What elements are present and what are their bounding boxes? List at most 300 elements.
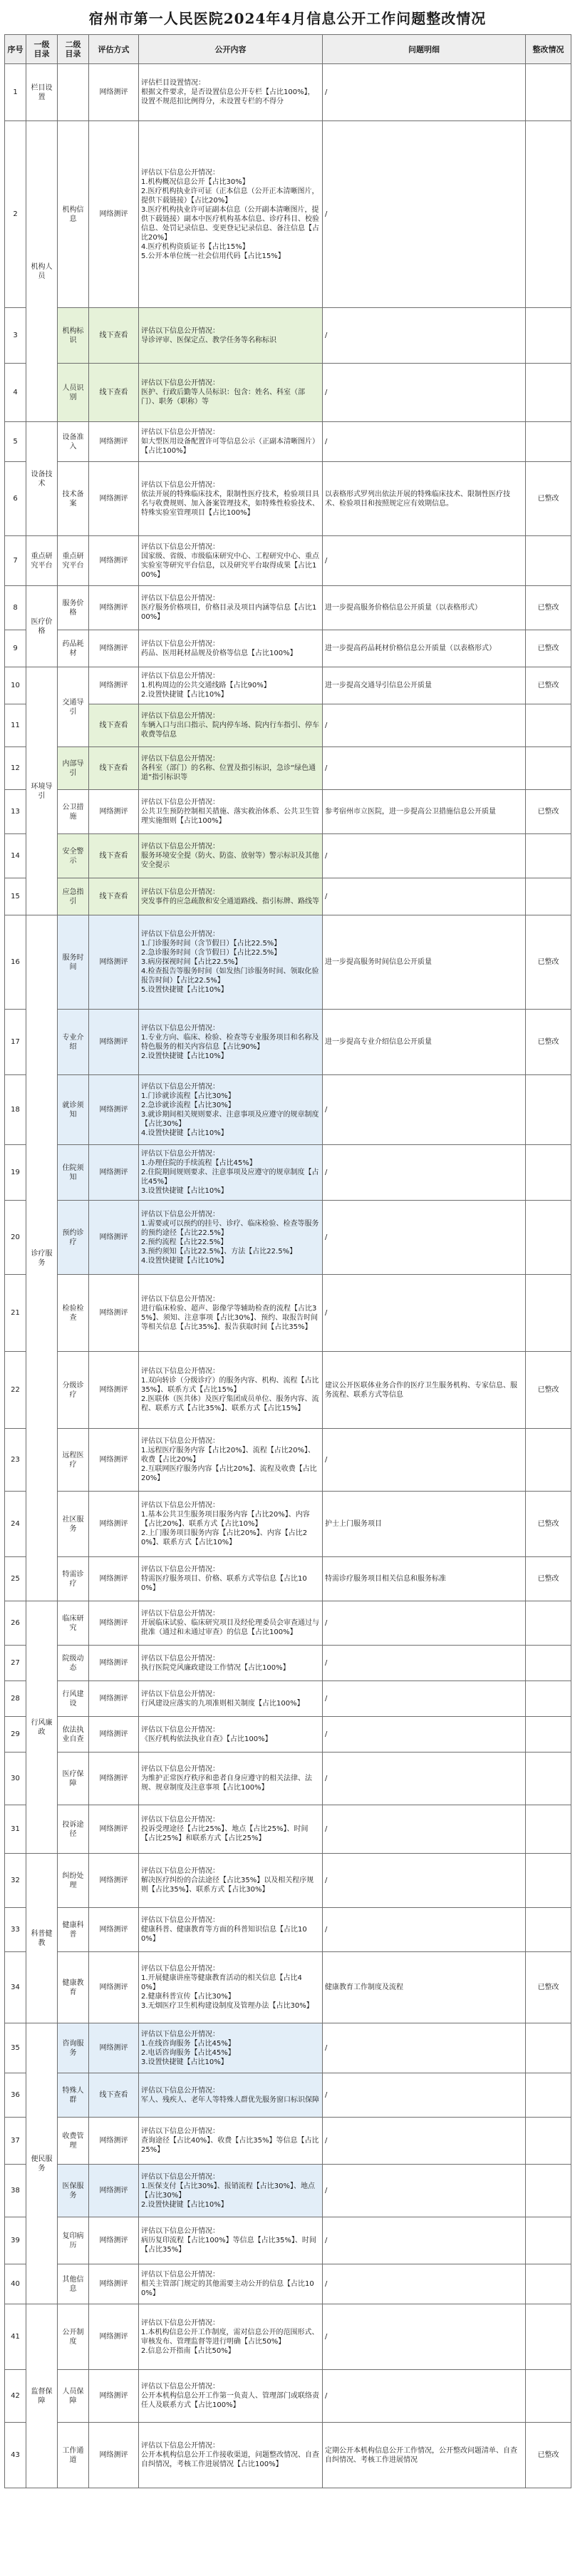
evaluation-method: 网络测评 [89,2023,139,2073]
table-row [5,1753,571,1805]
table-row [5,1646,571,1681]
rectification-status [526,1075,571,1145]
level2-category: 机构信息 [58,121,89,308]
table-row [5,1717,571,1753]
disclosure-content: 评估以下信息公开情况： 各科室（部门）的名称、位置及指引标识，急诊“绿色通道”指引标识等 [139,747,323,790]
evaluation-method: 网络测评 [89,1275,139,1352]
row-seq: 4 [5,364,26,422]
rectification-status [526,364,571,422]
evaluation-method: 网络测评 [89,422,139,462]
rectification-status [526,704,571,747]
evaluation-method: 网络测评 [89,1601,139,1646]
disclosure-content: 评估以下信息公开情况： 健康科普、健康教育等方面的科普知识信息【占比100%】 [139,1908,323,1952]
issue-detail: / [323,2023,526,2073]
level2-category: 医疗保障 [58,1753,89,1805]
issue-detail: / [323,1805,526,1854]
table-row [5,834,571,878]
row-seq: 38 [5,2165,26,2217]
evaluation-method: 网络测评 [89,2217,139,2264]
disclosure-content: 评估以下信息公开情况： 1.机构周边的公共交通线路【占比90%】 2.设置快捷键【占比10%】 [139,667,323,704]
evaluation-method: 网络测评 [89,1646,139,1681]
evaluation-method: 线下查看 [89,364,139,422]
level2-category: 特需诊疗 [58,1557,89,1601]
rectification-status [526,308,571,364]
disclosure-content: 评估以下信息公开情况： 1.机构概况信息公开【占比30%】 2.医疗机构执业许可证（正本信息（公开正本清晰图片，提供下载链接）【占比20%】 3.医疗机构执业许可证副本信息（公开副本清晰图片，提供下载链接）副本中医疗机构基本信息、诊疗科目、校验信息、处罚记录信息、变更登记记录信息、备注信息【占比20%】 4.医疗机构资质证书【占比15%】 5.公开本单位统一社会信用代码【占比15%】 [139,121,323,308]
rectification-status [526,2165,571,2217]
evaluation-method: 网络测评 [89,462,139,536]
table-row [5,1952,571,2023]
rectification-status [526,2023,571,2073]
disclosure-content: 评估以下信息公开情况： 公开本机构信息公开工作接收渠道，问题整改情况、自查自纠情况，考核工作进展情况【占比100%】 [139,2423,323,2488]
rectification-status [526,1646,571,1681]
header-content: 公开内容 [139,35,323,64]
row-seq: 3 [5,308,26,364]
evaluation-method: 网络测评 [89,1805,139,1854]
table-row [5,1352,571,1429]
header-seq: 序号 [5,35,26,64]
row-seq: 7 [5,536,26,586]
disclosure-content: 评估以下信息公开情况： 导诊评审、医保定点、教学任务等名称标识 [139,308,323,364]
level2-category: 远程医疗 [58,1429,89,1492]
level2-category: 服务价格 [58,586,89,630]
row-seq: 23 [5,1429,26,1492]
table-row [5,790,571,834]
disclosure-content: 评估以下信息公开情况： 查询途径【占比40%】、收费【占比35%】等信息【占比25%】 [139,2118,323,2165]
rectification-status: 已整改 [526,667,571,704]
header-method: 评估方式 [89,35,139,64]
table-row [5,2217,571,2264]
level2-category: 就诊须知 [58,1075,89,1145]
row-seq: 15 [5,878,26,915]
table-row [5,1429,571,1492]
table-row [5,364,571,422]
level2-category: 服务时间 [58,915,89,1010]
table-row [5,121,571,308]
table-row [5,1275,571,1352]
rectification-status: 已整改 [526,630,571,667]
issue-detail: 进一步提高服务时间信息公开质量 [323,915,526,1010]
row-seq: 18 [5,1075,26,1145]
rectification-status: 已整改 [526,1352,571,1429]
disclosure-content: 评估以下信息公开情况： 药品、医用耗材品规及价格等信息【占比100%】 [139,630,323,667]
table-row [5,2264,571,2304]
level2-category: 复印病历 [58,2217,89,2264]
evaluation-method: 网络测评 [89,2118,139,2165]
table-row [5,64,571,121]
issue-detail: / [323,1201,526,1275]
level2-category: 其他信息 [58,2264,89,2304]
level1-category: 行风廉政 [26,1601,58,1854]
disclosure-content: 评估以下信息公开情况： 军人、残疾人、老年人等特殊人群优先服务窗口标识保障 [139,2073,323,2118]
level2-category: 安全警示 [58,834,89,878]
level2-category: 内部导引 [58,747,89,790]
evaluation-method: 网络测评 [89,667,139,704]
disclosure-content: 评估以下信息公开情况： 医疗服务价格项目，价格目录及项目内涵等信息【占比100%】 [139,586,323,630]
evaluation-method: 网络测评 [89,1201,139,1275]
evaluation-method: 网络测评 [89,1352,139,1429]
issue-detail: / [323,1854,526,1908]
table-row [5,747,571,790]
disclosure-content: 评估以下信息公开情况： 医护、行政后勤等人员标识：包含：姓名、科室（部门）、职务（职称）等 [139,364,323,422]
issue-detail: / [323,2217,526,2264]
evaluation-method: 网络测评 [89,1010,139,1075]
issue-detail: 进一步提高服务价格信息公开质量（以表格形式） [323,586,526,630]
evaluation-method: 网络测评 [89,1753,139,1805]
rectification-status [526,1275,571,1352]
level1-category: 科普健教 [26,1854,58,2023]
disclosure-content: 评估以下信息公开情况： 《医疗机构依法执业自查》【占比100%】 [139,1717,323,1753]
row-seq: 19 [5,1145,26,1201]
issue-detail: / [323,64,526,121]
issue-detail: / [323,1145,526,1201]
row-seq: 25 [5,1557,26,1601]
level1-category: 重点研究平台 [26,536,58,586]
row-seq: 26 [5,1601,26,1646]
issue-detail: / [323,878,526,915]
rectification-status [526,1201,571,1275]
issue-detail: / [323,2073,526,2118]
issue-detail: / [323,1717,526,1753]
table-row [5,878,571,915]
disclosure-content: 评估以下信息公开情况： 1.专业方向、临床、检验、检查等专业服务项目和名称及特色服务的相关内容信息【占比90%】 2.设置快捷键【占比10%】 [139,1010,323,1075]
level2-category: 药品耗材 [58,630,89,667]
row-seq: 6 [5,462,26,536]
rectification-status [526,2118,571,2165]
evaluation-method: 网络测评 [89,2370,139,2423]
rectification-status [526,834,571,878]
level1-category: 医疗价格 [26,586,58,667]
issue-detail: / [323,1275,526,1352]
row-seq: 16 [5,915,26,1010]
issue-detail: / [323,2165,526,2217]
rectification-status [526,1601,571,1646]
disclosure-content: 评估栏目设置情况： 根据文件要求，是否设置信息公开专栏【占比100%】，设置不规范扣比例得分，未设置专栏的不得分 [139,64,323,121]
evaluation-method: 线下查看 [89,704,139,747]
evaluation-method: 网络测评 [89,1429,139,1492]
table-row [5,1010,571,1075]
header-level1: 一级 目录 [26,35,58,64]
table-row [5,1557,571,1601]
evaluation-method: 网络测评 [89,915,139,1010]
table-row [5,915,571,1010]
level2-category: 技术备案 [58,462,89,536]
level1-category: 栏目设置 [26,64,58,121]
level1-category: 设备技术 [26,422,58,536]
issue-detail: 进一步提高专业介绍信息公开质量 [323,1010,526,1075]
row-seq: 13 [5,790,26,834]
evaluation-method: 网络测评 [89,64,139,121]
table-row [5,1805,571,1854]
table-row [5,1075,571,1145]
table-row [5,586,571,630]
issue-detail: 参考宿州市立医院，进一步提高公卫措施信息公开质量 [323,790,526,834]
row-seq: 30 [5,1753,26,1805]
disclosure-content: 评估以下信息公开情况： 1.门诊就诊流程【占比30%】 2.急诊就诊流程【占比30%】 3.就诊期间相关规则要求、注意事项及应遵守的规章制度【占比30%】 4.设置快捷键【占比10%】 [139,1075,323,1145]
header-issue: 问题明细 [323,35,526,64]
issue-detail: / [323,834,526,878]
header-level2: 二级 目录 [58,35,89,64]
rectification-status: 已整改 [526,2423,571,2488]
level1-category: 机构人员 [26,121,58,422]
evaluation-method: 网络测评 [89,1717,139,1753]
level2-category: 医保服务 [58,2165,89,2217]
disclosure-content: 评估以下信息公开情况： 解决医疗纠纷的合法途径【占比35%】以及相关程序规则【占比35%】、联系方式【占比30%】 [139,1854,323,1908]
disclosure-content: 评估以下信息公开情况： 进行临床检验、超声、影像学等辅助检查的流程【占比35%】、须知、注意事项【占比30%】、预约、取报告时间等相关信息【占比35%】、报告获取时间【占比35%】 [139,1275,323,1352]
row-seq: 37 [5,2118,26,2165]
row-seq: 11 [5,704,26,747]
evaluation-method: 网络测评 [89,1681,139,1717]
evaluation-method: 网络测评 [89,2165,139,2217]
level2-category: 交通导引 [58,667,89,747]
table-row [5,667,571,704]
rectification-status [526,2304,571,2370]
issue-detail: / [323,121,526,308]
table-row [5,2023,571,2073]
row-seq: 21 [5,1275,26,1352]
row-seq: 24 [5,1492,26,1557]
row-seq: 28 [5,1681,26,1717]
level1-category: 环境导引 [26,667,58,915]
level2-category: 应急指引 [58,878,89,915]
disclosure-content: 评估以下信息公开情况： 公开本机构信息公开工作第一负责人、管理部门或联络责任人及联系方式【占比100%】 [139,2370,323,2423]
evaluation-method: 网络测评 [89,1557,139,1601]
level2-category: 住院须知 [58,1145,89,1201]
evaluation-method: 网络测评 [89,1492,139,1557]
table-row [5,422,571,462]
issue-detail: 以表格形式罗列出依法开展的特殊临床技术、限制性医疗技术、检验项目和按照规定应有效期信息。 [323,462,526,536]
issue-detail: 健康教育工作制度及流程 [323,1952,526,2023]
disclosure-content: 评估以下信息公开情况： 1.需要或可以预约的挂号、诊疗、临床检验、检查等服务的预约途径【占比22.5%】 2.预约流程【占比22.5%】 3.预约须知【占比22.5%】、方法【占比22.5%】 4.设置快捷键【占比10%】 [139,1201,323,1275]
row-seq: 2 [5,121,26,308]
issue-detail: / [323,1429,526,1492]
evaluation-method: 网络测评 [89,1854,139,1908]
rectification-status [526,1717,571,1753]
level2-category: 公开制度 [58,2304,89,2370]
level2-category: 专业介绍 [58,1010,89,1075]
level2-category: 咨询服务 [58,2023,89,2073]
row-seq: 27 [5,1646,26,1681]
rectification-status [526,1145,571,1201]
rectification-status [526,1681,571,1717]
evaluation-method: 网络测评 [89,536,139,586]
level2-category: 检验检查 [58,1275,89,1352]
table-row [5,2073,571,2118]
rectification-status [526,1854,571,1908]
row-seq: 34 [5,1952,26,2023]
table-row [5,1601,571,1646]
row-seq: 9 [5,630,26,667]
disclosure-content: 评估以下信息公开情况： 特需医疗服务项目、价格、联系方式等信息【占比100%】 [139,1557,323,1601]
level2-category: 工作通道 [58,2423,89,2488]
rectification-status: 已整改 [526,1492,571,1557]
level2-category: 纠纷处理 [58,1854,89,1908]
table-row [5,1492,571,1557]
page-title: 宿州市第一人民医院2024年4月信息公开工作问题整改情况 [88,10,487,27]
issue-detail: / [323,364,526,422]
issue-detail: / [323,1753,526,1805]
issue-detail: / [323,2304,526,2370]
level1-category: 监督保障 [26,2304,58,2488]
level2-category: 预约诊疗 [58,1201,89,1275]
disclosure-content: 评估以下信息公开情况： 突发事件的应急疏散和安全通道路线、指引标牌、路线等 [139,878,323,915]
rectification-status: 已整改 [526,586,571,630]
rectification-status: 已整改 [526,915,571,1010]
rectification-status: 已整改 [526,790,571,834]
disclosure-content: 评估以下信息公开情况： 病历复印流程【占比100%】等信息【占比35%】、时间【占比35%】 [139,2217,323,2264]
level1-category: 便民服务 [26,2023,58,2304]
evaluation-method: 网络测评 [89,586,139,630]
issue-detail: / [323,2118,526,2165]
level2-category: 公卫措施 [58,790,89,834]
table-row [5,1908,571,1952]
level2-category: 重点研究平台 [58,536,89,586]
table-row [5,704,571,747]
disclosure-content: 评估以下信息公开情况： 国家级、省级、市级临床研究中心、工程研究中心、重点实验室等研究平台信息，以及研究平台取得成果【占比100%】 [139,536,323,586]
level2-category: 社区服务 [58,1492,89,1557]
evaluation-method: 网络测评 [89,630,139,667]
evaluation-method: 网络测评 [89,2423,139,2488]
table-row [5,630,571,667]
evaluation-method: 线下查看 [89,747,139,790]
rectification-status: 已整改 [526,1952,571,2023]
evaluation-method: 线下查看 [89,878,139,915]
issue-detail: 建议公开医联体业务合作的医疗卫生服务机构、专家信息、服务流程、联系方式等信息 [323,1352,526,1429]
issue-detail: / [323,536,526,586]
evaluation-method: 网络测评 [89,1075,139,1145]
level2-category: 特殊人群 [58,2073,89,2118]
rectification-status [526,2370,571,2423]
rectification-status: 已整改 [526,1557,571,1601]
rectification-status [526,2264,571,2304]
disclosure-content: 评估以下信息公开情况： 1.办理住院的手续流程【占比45%】 2.住院期间规则要求、注意事项及应遵守的规章制度【占比45%】 3.设置快捷键【占比10%】 [139,1145,323,1201]
table-row [5,1681,571,1717]
row-seq: 32 [5,1854,26,1908]
rectification-status [526,2217,571,2264]
issue-detail: / [323,747,526,790]
disclosure-content: 评估以下信息公开情况： 为维护正常医疗秩序和患者自身应遵守的相关法律、法规、规章制度及注意事项【占比100%】 [139,1753,323,1805]
table-row [5,2118,571,2165]
disclosure-content: 评估以下信息公开情况： 车辆入口与出口指示、院内停车场、院内行车指引、停车收费等信息 [139,704,323,747]
disclosure-content: 评估以下信息公开情况： 1.远程医疗服务内容【占比20%】、流程【占比20%】、收费【占比20%】 2.互联网医疗服务内容【占比20%】、流程及收费【占比20%】 [139,1429,323,1492]
table-row [5,536,571,586]
disclosure-content: 评估以下信息公开情况： 1.在线咨询服务【占比45%】 2.电话咨询服务【占比45%】 3.设置快捷键【占比10%】 [139,2023,323,2073]
disclosure-content: 评估以下信息公开情况： 1.双向转诊（分级诊疗）的服务内容、机构、流程【占比35%】、联系方式【占比15%】 2.医联体（医共体）及医疗集团成员单位、服务内容、流程、联系方式【占比35%】、联系方式【占比15%】 [139,1352,323,1429]
table-row [5,1854,571,1908]
rectification-status [526,422,571,462]
row-seq: 39 [5,2217,26,2264]
level2-category: 健康科普 [58,1908,89,1952]
disclosure-content: 评估以下信息公开情况： 1.医保支付【占比30%】、报销流程【占比30%】、地点【占比30%】 2.设置快捷键【占比10%】 [139,2165,323,2217]
table-row [5,462,571,536]
rectification-status [526,1908,571,1952]
level2-category: 人员保障 [58,2370,89,2423]
table-row [5,2304,571,2370]
disclosure-content: 评估以下信息公开情况： 开展临床试验、临床研究项目及经伦理委员会审查通过与批准（通过和未通过审查）的信息【占比100%】 [139,1601,323,1646]
evaluation-method: 线下查看 [89,2073,139,2118]
rectification-status [526,1805,571,1854]
issue-detail: / [323,1646,526,1681]
row-seq: 43 [5,2423,26,2488]
disclosure-content: 评估以下信息公开情况： 1.开展健康讲座等健康教育活动的相关信息【占比40%】 2.健康科普宣传【占比30%】 3.无烟医疗卫生机构建设制度及管理办法【占比30%】 [139,1952,323,2023]
row-seq: 36 [5,2073,26,2118]
level2-category: 人员识别 [58,364,89,422]
evaluation-method: 网络测评 [89,790,139,834]
disclosure-content: 评估以下信息公开情况： 执行医院党风廉政建设工作情况【占比100%】 [139,1646,323,1681]
table-body [5,64,571,2488]
rectification-status [526,878,571,915]
issue-detail: / [323,1075,526,1145]
issue-detail: / [323,1601,526,1646]
row-seq: 5 [5,422,26,462]
row-seq: 29 [5,1717,26,1753]
table-row [5,2165,571,2217]
issue-detail: 特需诊疗服务项目相关信息和服务标准 [323,1557,526,1601]
issue-detail: / [323,704,526,747]
disclosure-content: 评估以下信息公开情况： 公共卫生预防控制相关措施、落实救治体系、公共卫生管理实施细则【占比100%】 [139,790,323,834]
level2-category: 健康教育 [58,1952,89,2023]
row-seq: 31 [5,1805,26,1854]
evaluation-method: 网络测评 [89,121,139,308]
disclosure-content: 评估以下信息公开情况： 1.门诊服务时间（含节假日）【占比22.5%】 2.急诊服务时间（含节假日）【占比22.5%】 3.病房探视时间【占比22.5%】 4.检查报告等服务时间（如发热门诊服务时间、领取化验报告时间）【占比22.5%】 5.设置快捷键【占比10%】 [139,915,323,1010]
row-seq: 12 [5,747,26,790]
issue-detail: / [323,1908,526,1952]
issue-detail: / [323,2370,526,2423]
evaluation-method: 网络测评 [89,1908,139,1952]
evaluation-method: 网络测评 [89,1952,139,2023]
table-row [5,2370,571,2423]
issue-detail: 定期公开本机构信息公开工作情况，公开整改问题清单、自查自纠情况、考核工作进展情况 [323,2423,526,2488]
rectification-status [526,536,571,586]
header-row [5,35,571,64]
level2-category: 收费管理 [58,2118,89,2165]
table-row [5,1145,571,1201]
level2-category: 机构标识 [58,308,89,364]
evaluation-method: 网络测评 [89,2304,139,2370]
disclosure-content: 评估以下信息公开情况： 依法开展的特殊临床技术，限制性医疗技术，检验项目具名与收费规则、加入备案管理技术，如特殊性检验技术、特殊实验室管理项目【占比100%】 [139,462,323,536]
rectification-status [526,1429,571,1492]
rectification-status [526,64,571,121]
issue-detail: 进一步提高药品耗材价格信息公开质量（以表格形式） [323,630,526,667]
row-seq: 35 [5,2023,26,2073]
issue-detail: / [323,422,526,462]
evaluation-method: 网络测评 [89,1145,139,1201]
issue-detail: 进一步提高交通导引信息公开质量 [323,667,526,704]
row-seq: 42 [5,2370,26,2423]
rectification-status [526,747,571,790]
evaluation-method: 线下查看 [89,308,139,364]
row-seq: 1 [5,64,26,121]
level2-category: 依法执业自查 [58,1717,89,1753]
evaluation-method: 线下查看 [89,834,139,878]
level2-category: 院级动态 [58,1646,89,1681]
disclosure-content: 评估以下信息公开情况： 服务环境安全提（防火、防盗、放射等）警示标识及其他安全提示 [139,834,323,878]
level2-category: 行风建设 [58,1681,89,1717]
row-seq: 8 [5,586,26,630]
disclosure-content: 评估以下信息公开情况： 投诉受理途径【占比25%】、地点【占比25%】、时间【占比25%】和联系方式【占比25%】 [139,1805,323,1854]
level2-category: 分级诊疗 [58,1352,89,1429]
issue-detail: / [323,1681,526,1717]
row-seq: 22 [5,1352,26,1429]
rectification-status [526,121,571,308]
row-seq: 10 [5,667,26,704]
table-row [5,308,571,364]
disclosure-content: 评估以下信息公开情况： 1.本机构信息公开工作制度，需对信息公开的范围形式、审核发布、管理监督等进行明确【占比50%】 2.信息公开指南【占比50%】 [139,2304,323,2370]
disclosure-content: 评估以下信息公开情况： 行风建设应落实的九项准则相关制度【占比100%】 [139,1681,323,1717]
row-seq: 41 [5,2304,26,2370]
table-row [5,2423,571,2488]
row-seq: 20 [5,1201,26,1275]
row-seq: 33 [5,1908,26,1952]
